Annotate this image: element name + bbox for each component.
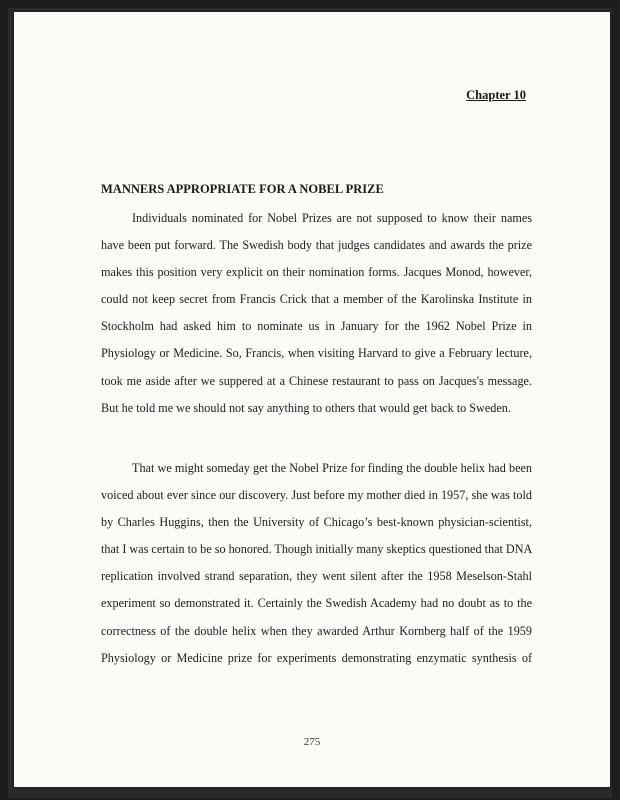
paragraph-line: replication involved strand separation, they went silent after the 1958 Meselson-Stahl bbox=[101, 569, 532, 584]
paragraph-line: experiment so demonstrated it. Certainly the Swedish Academy had no doubt as to the bbox=[101, 596, 532, 611]
paragraph-line: took me aside after we suppered at a Chinese restaurant to pass on Jacques's message. bbox=[101, 373, 532, 388]
paragraph-line: Physiology or Medicine prize for experiments demonstrating enzymatic synthesis of bbox=[101, 650, 532, 665]
paragraph-line: could not keep secret from Francis Crick that a member of the Karolinska Institute in bbox=[101, 292, 532, 307]
paragraph-line: But he told me we should not say anything to others that would get back to Sweden. bbox=[101, 400, 511, 415]
paragraph-line: correctness of the double helix when they awarded Arthur Kornberg half of the 1959 bbox=[101, 623, 532, 638]
paragraph-line: Stockholm had asked him to nominate us in January for the 1962 Nobel Prize in bbox=[101, 319, 532, 334]
document-page bbox=[14, 12, 610, 787]
paragraph-1 bbox=[101, 205, 532, 422]
paragraph-line: Individuals nominated for Nobel Prizes are not supposed to know their names bbox=[132, 211, 532, 225]
paragraph-line: by Charles Huggins, then the University of Chicago’s best-known physician-scientist, bbox=[101, 515, 532, 530]
paragraph-line: have been put forward. The Swedish body that judges candidates and awards the prize bbox=[101, 238, 532, 253]
paragraph-line: voiced about ever since our discovery. Just before my mother died in 1957, she was told bbox=[101, 488, 532, 503]
paragraph-line: that I was certain to be so honored. Though initially many skeptics questioned that DNA bbox=[101, 542, 533, 557]
paragraph-line: That we might someday get the Nobel Prize for finding the double helix had been bbox=[132, 461, 532, 475]
chapter-label: Chapter 10 bbox=[466, 88, 526, 102]
section-heading: MANNERS APPROPRIATE FOR A NOBEL PRIZE bbox=[101, 182, 384, 196]
paragraph-line: makes this position very explicit on their nomination forms. Jacques Monod, however, bbox=[101, 265, 532, 280]
paragraph-2 bbox=[101, 455, 532, 672]
paragraph-line: Physiology or Medicine. So, Francis, when visiting Harvard to give a February lecture, bbox=[101, 346, 532, 361]
page-number: 275 bbox=[303, 736, 321, 748]
